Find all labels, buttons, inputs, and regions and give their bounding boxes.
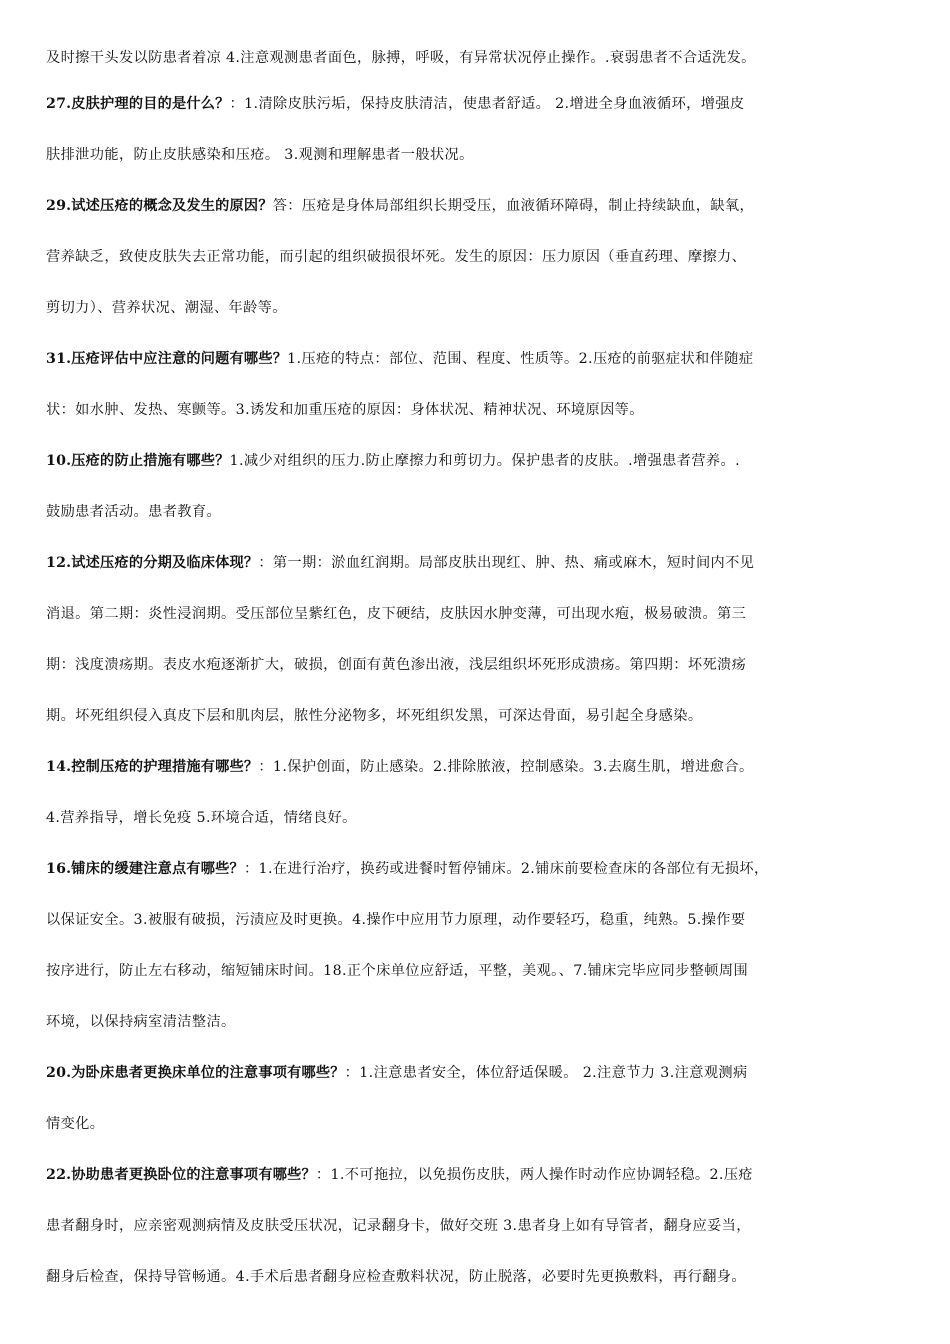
answer-text: 及时擦干头发以防患者着凉 4.注意观测患者面色，脉搏，呼吸，有异常状况停止操作。.衰弱患者不合适洗发。 — [46, 50, 756, 66]
answer-text: 环境，以保持病室清洁整洁。 — [46, 1014, 236, 1030]
answer-text: 1.减少对组织的压力.防止摩擦力和剪切力。保护患者的皮肤。.增强患者营养。. — [229, 453, 741, 469]
answer-text: ：第一期：淤血红润期。局部皮肤出现红、肿、热、痛或麻木，短时间内不见 — [258, 555, 755, 571]
answer-text: 剪切力）、营养状况、潮湿、年龄等。 — [46, 300, 287, 316]
text-line — [46, 46, 906, 92]
answer-text: 患者翻身时，应亲密观测病情及皮肤受压状况，记录翻身卡，做好交班 3.患者身上如有导管者，翻身应妥当， — [46, 1218, 751, 1234]
text-line — [46, 245, 906, 296]
answer-text: ：1.在进行治疗，换药或进餐时暂停铺床。2.铺床前要检查床的各部位有无损坏， — [243, 861, 769, 877]
text-line — [46, 908, 906, 959]
text-line — [46, 194, 906, 245]
answer-text: 营养缺乏，致使皮肤失去正常功能，而引起的组织破损很坏死。发生的原因：压力原因（垂直药理、摩擦力、 — [46, 249, 747, 265]
text-line — [46, 806, 906, 857]
question-heading: 29.试述压疮的概念及发生的原因？ — [46, 198, 273, 214]
answer-text: 1.压疮的特点：部位、范围、程度、性质等。2.压疮的前驱症状和伴随症 — [287, 351, 754, 367]
answer-text: ：1.保护创面，防止感染。2.排除脓液，控制感染。3.去腐生肌，增进愈合。 — [258, 759, 754, 775]
text-line — [46, 857, 906, 908]
question-heading: 16.铺床的缓建注意点有哪些？ — [46, 861, 244, 877]
text-line — [46, 1265, 906, 1316]
text-line — [46, 347, 906, 398]
text-line — [46, 1061, 906, 1112]
text-line — [46, 1112, 906, 1163]
text-line — [46, 755, 906, 806]
document-page — [46, 46, 906, 1316]
answer-text: ：1.注意患者安全，体位舒适保暖。 2.注意节力 3.注意观测病 — [344, 1065, 748, 1081]
text-line — [46, 704, 906, 755]
answer-text: 按序进行，防止左右移动，缩短铺床时间。18.正个床单位应舒适，平整，美观。、7.铺床完毕应同步整顿周围 — [46, 963, 749, 979]
text-line — [46, 449, 906, 500]
question-heading: 22.协助患者更换卧位的注意事项有哪些？ — [46, 1167, 316, 1183]
text-line — [46, 1010, 906, 1061]
answer-text: 情变化。 — [46, 1116, 105, 1132]
answer-text: 鼓励患者活动。患者教育。 — [46, 504, 222, 520]
answer-text: 以保证安全。3.被服有破损，污渍应及时更换。4.操作中应用节力原理，动作要轻巧，稳重，纯熟。5.操作要 — [46, 912, 746, 928]
text-line — [46, 1214, 906, 1265]
question-heading: 10.压疮的防止措施有哪些？ — [46, 453, 230, 469]
question-heading: 27.皮肤护理的目的是什么？ — [46, 96, 230, 112]
text-line — [46, 92, 906, 143]
text-line — [46, 602, 906, 653]
text-line — [46, 398, 906, 449]
answer-text: 状：如水肿、发热、寒颤等。3.诱发和加重压疮的原因：身体状况、精神状况、环境原因等。 — [46, 402, 644, 418]
text-line — [46, 653, 906, 704]
question-heading: 12.试述压疮的分期及临床体现？ — [46, 555, 259, 571]
answer-text: 肤排泄功能，防止皮肤感染和压疮。 3.观测和理解患者一般状况。 — [46, 147, 474, 163]
question-heading: 31.压疮评估中应注意的问题有哪些？ — [46, 351, 288, 367]
answer-text: 4.营养指导，增长免疫 5.环境合适，情绪良好。 — [46, 810, 357, 826]
answer-text: ：1.不可拖拉，以免损伤皮肤，两人操作时动作应协调轻稳。2.压疮 — [315, 1167, 753, 1183]
text-line — [46, 551, 906, 602]
text-line — [46, 959, 906, 1010]
text-line — [46, 1163, 906, 1214]
question-heading: 14.控制压疮的护理措施有哪些？ — [46, 759, 259, 775]
text-line — [46, 500, 906, 551]
question-heading: 20.为卧床患者更换床单位的注意事项有哪些？ — [46, 1065, 345, 1081]
text-line — [46, 296, 906, 347]
text-line — [46, 143, 906, 194]
answer-text: 期：浅度溃疡期。表皮水疱逐渐扩大，破损，创面有黄色渗出液，浅层组织坏死形成溃疡。第四期：坏死溃疡 — [46, 657, 747, 673]
answer-text: ：1.清除皮肤污垢，保持皮肤清洁，使患者舒适。 2.增进全身血液循环，增强皮 — [229, 96, 745, 112]
answer-text: 期。坏死组织侵入真皮下层和肌肉层，脓性分泌物多，坏死组织发黑，可深达骨面，易引起全身感染。 — [46, 708, 703, 724]
answer-text: 翻身后检查，保持导管畅通。4.手术后患者翻身应检查敷料状况，防止脱落，必要时先更换敷料，再行翻身。 — [46, 1269, 746, 1285]
answer-text: 消退。第二期：炎性浸润期。受压部位呈紫红色，皮下硬结，皮肤因水肿变薄，可出现水疱，极易破溃。第三 — [46, 606, 747, 622]
answer-text: 答：压疮是身体局部组织长期受压，血液循环障碍，制止持续缺血，缺氧， — [272, 198, 755, 214]
